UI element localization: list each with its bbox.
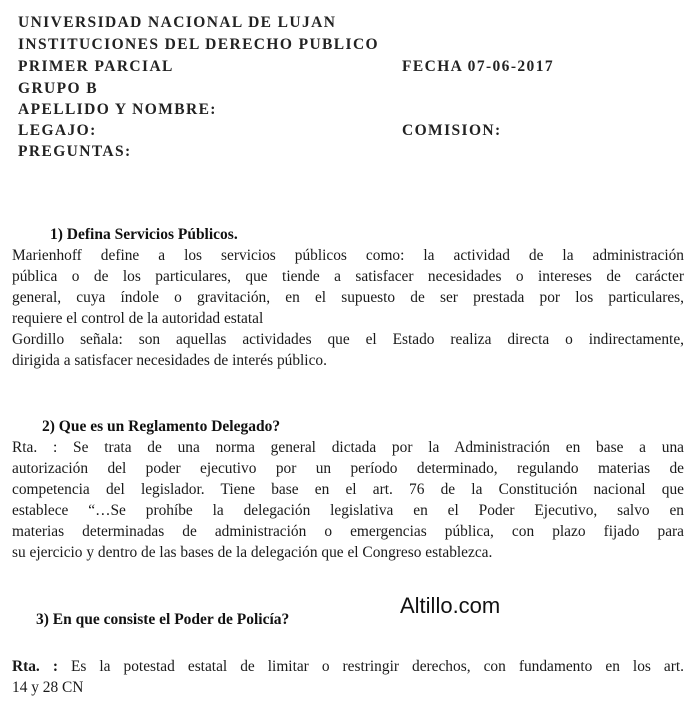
exam-date: FECHA 07-06-2017 <box>402 58 554 75</box>
answer-line: establece “…Se prohíbe la delegación legislativa en el Poder Ejecutivo, salvo en <box>12 502 684 519</box>
answer-line: materias determinadas de administración o emergencias pública, con plazo fijado para <box>12 523 684 540</box>
answer-line <box>12 656 684 677</box>
questions-label: PREGUNTAS: <box>18 143 132 160</box>
answer-line: Marienhoff define a los servicios públicos como: la actividad de la administración <box>12 247 684 264</box>
question-2-title: 2) Que es un Reglamento Delegado? <box>42 418 281 435</box>
commission-label: COMISION: <box>402 122 502 139</box>
answer-prefix: Rta. : <box>12 658 58 675</box>
answer-line: 14 y 28 CN <box>12 679 84 696</box>
student-id-label: LEGAJO: <box>18 122 97 139</box>
answer-line: pública o de los particulares, que tiende a satisfacer necesidades o intereses de carácter <box>12 268 684 285</box>
answer-line: su ejercicio y dentro de las bases de la delegación que el Congreso establezca. <box>12 544 493 561</box>
answer-line: general, cuya índole o gravitación, en el supuesto de ser prestada por los particulares, <box>12 289 684 306</box>
question-1-title: 1) Defina Servicios Públicos. <box>50 226 238 243</box>
subject-title: INSTITUCIONES DEL DERECHO PUBLICO <box>18 36 380 53</box>
answer-line: Gordillo señala: son aquellas actividades que el Estado realiza directa o indirectamente, <box>12 331 684 348</box>
answer-text: Es la potestad estatal de limitar o restringir derechos, con fundamento en los art. <box>57 658 684 675</box>
answer-line: autorización del poder ejecutivo por un período determinado, regulando materias de <box>12 460 684 477</box>
answer-line: Rta. : Se trata de una norma general dictada por la Administración en base a una <box>12 439 684 456</box>
exam-title: PRIMER PARCIAL <box>18 58 174 75</box>
question-3-title: 3) En que consiste el Poder de Policía? <box>36 611 290 628</box>
name-field-label: APELLIDO Y NOMBRE: <box>18 101 217 118</box>
altillo-watermark: Altillo.com <box>400 593 501 618</box>
group-label: GRUPO B <box>18 80 98 97</box>
question-1-answer <box>12 245 684 371</box>
answer-line: dirigida a satisfacer necesidades de interés público. <box>12 352 327 369</box>
question-2-answer <box>12 437 684 563</box>
answer-line: requiere el control de la autoridad estatal <box>12 310 264 327</box>
answer-line: competencia del legislador. Tiene base en el art. 76 de la Constitución nacional que <box>12 481 684 498</box>
university-name: UNIVERSIDAD NACIONAL DE LUJAN <box>18 14 337 31</box>
question-3-answer <box>12 656 684 698</box>
